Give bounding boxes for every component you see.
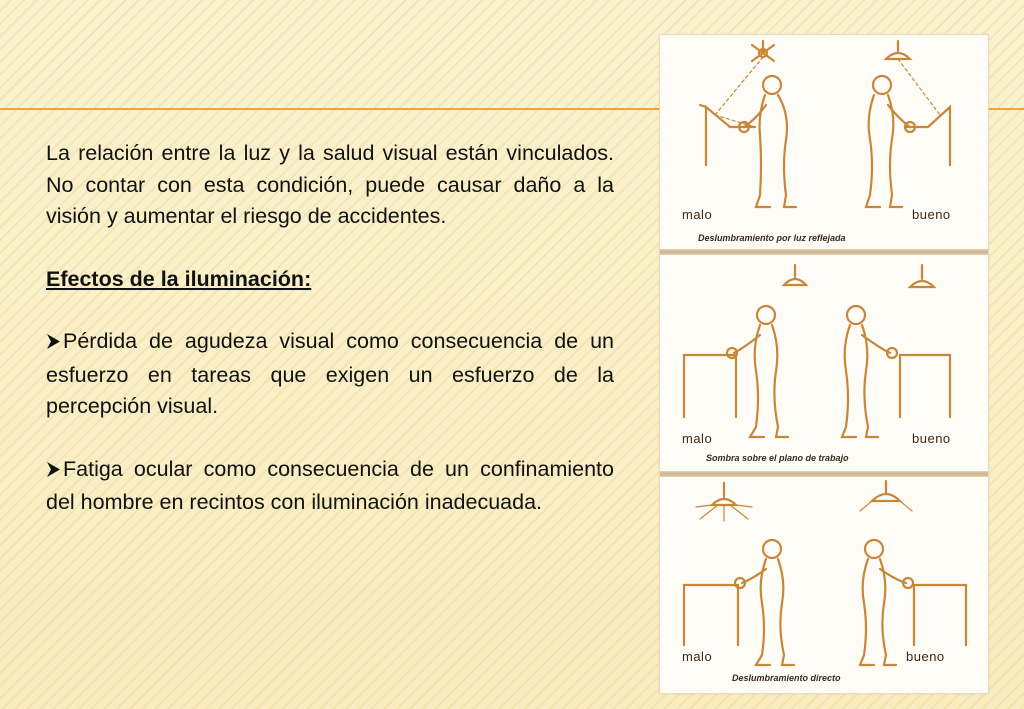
label-malo: malo — [682, 649, 713, 664]
slide-body-text — [46, 138, 614, 519]
bullet-item — [46, 326, 614, 423]
illustration-panel-reflected-glare — [660, 35, 988, 249]
illustration-panel-direct-glare — [660, 479, 988, 693]
arrow-bullet-icon — [46, 456, 63, 488]
label-malo: malo — [682, 207, 713, 222]
lighting-illustration — [659, 34, 989, 694]
panel-caption: Sombra sobre el plano de trabajo — [706, 453, 849, 463]
panel-divider — [660, 471, 988, 477]
label-bueno: bueno — [912, 207, 951, 222]
label-bueno: bueno — [912, 431, 951, 446]
illustration-panel-shadow — [660, 257, 988, 471]
bullet-text: Fatiga ocular como consecuencia de un confinamiento del hombre en recintos con iluminación inadecuada. — [46, 456, 614, 514]
intro-paragraph: La relación entre la luz y la salud visual están vinculados. No contar con esta condición, puede causar daño a la visión y aumentar el riesgo de accidentes. — [46, 141, 614, 228]
panel-caption: Deslumbramiento directo — [732, 673, 841, 683]
bullet-text: Pérdida de agudeza visual como consecuencia de un esfuerzo en tareas que exigen un esfuerzo de la percepción visual. — [46, 329, 614, 418]
panel-divider — [660, 249, 988, 255]
bullet-item — [46, 454, 614, 519]
label-bueno: bueno — [906, 649, 945, 664]
arrow-bullet-icon — [46, 328, 63, 360]
panel-caption: Deslumbramiento por luz reflejada — [698, 233, 846, 243]
label-malo: malo — [682, 431, 713, 446]
effects-heading: Efectos de la iluminación: — [46, 266, 312, 291]
